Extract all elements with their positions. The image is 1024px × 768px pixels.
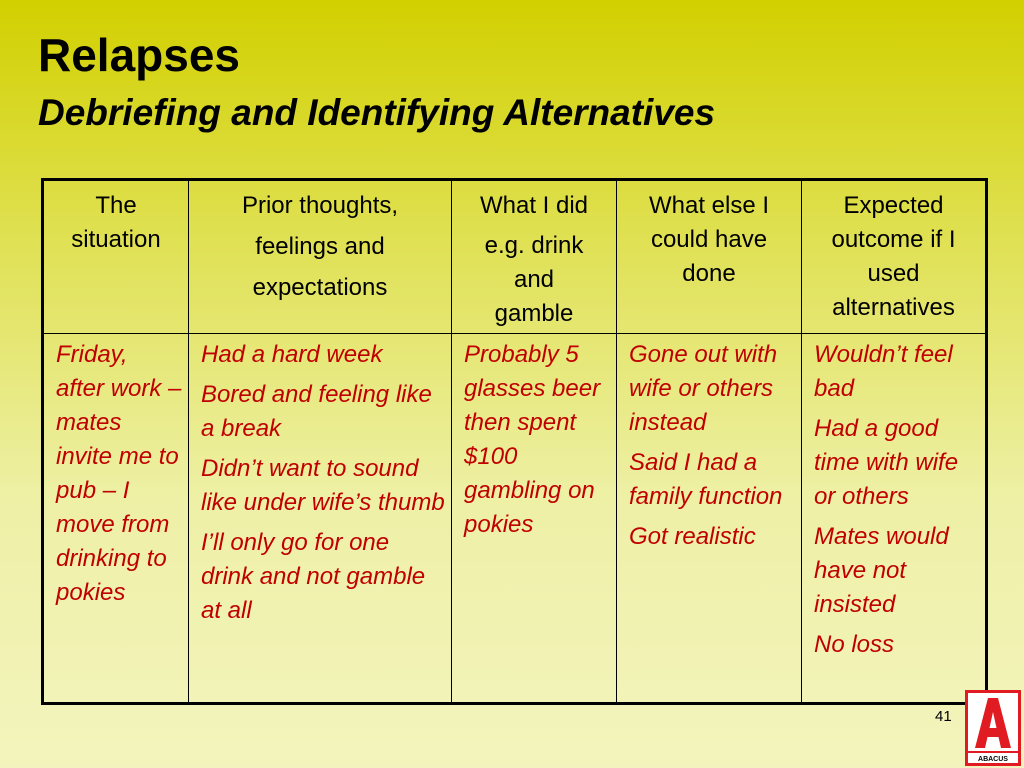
header-expected-outcome: Expected outcome if I used alternatives (802, 180, 987, 334)
cell-what-else: Gone out with wife or others instead Said I had a family function Got realistic (617, 334, 802, 704)
slide-subtitle: Debriefing and Identifying Alternatives (38, 92, 716, 133)
table-row (43, 334, 987, 704)
svg-text:ABACUS: ABACUS (978, 756, 1008, 763)
cell-prior-thoughts: Had a hard week Bored and feeling like a break Didn’t want to sound like under wife’s thumb I’ll only go for one drink and not gamble at all (189, 334, 452, 704)
abacus-logo-icon (965, 690, 1021, 766)
slide-title: Relapses (38, 29, 241, 81)
header-situation: The situation (43, 180, 189, 334)
alternatives-table (41, 178, 988, 705)
header-prior-thoughts: Prior thoughts, feelings and expectations (189, 180, 452, 334)
cell-what-i-did: Probably 5 glasses beer then spent $100 gambling on pokies (452, 334, 617, 704)
header-what-else: What else I could have done (617, 180, 802, 334)
header-what-i-did: What I did e.g. drink and gamble (452, 180, 617, 334)
cell-expected-outcome: Wouldn’t feel bad Had a good time with wife or others Mates would have not insisted No loss (802, 334, 987, 704)
table-header-row (43, 180, 987, 334)
page-number: 41 (935, 708, 952, 725)
cell-situation: Friday, after work – mates invite me to pub – I move from drinking to pokies (43, 334, 189, 704)
